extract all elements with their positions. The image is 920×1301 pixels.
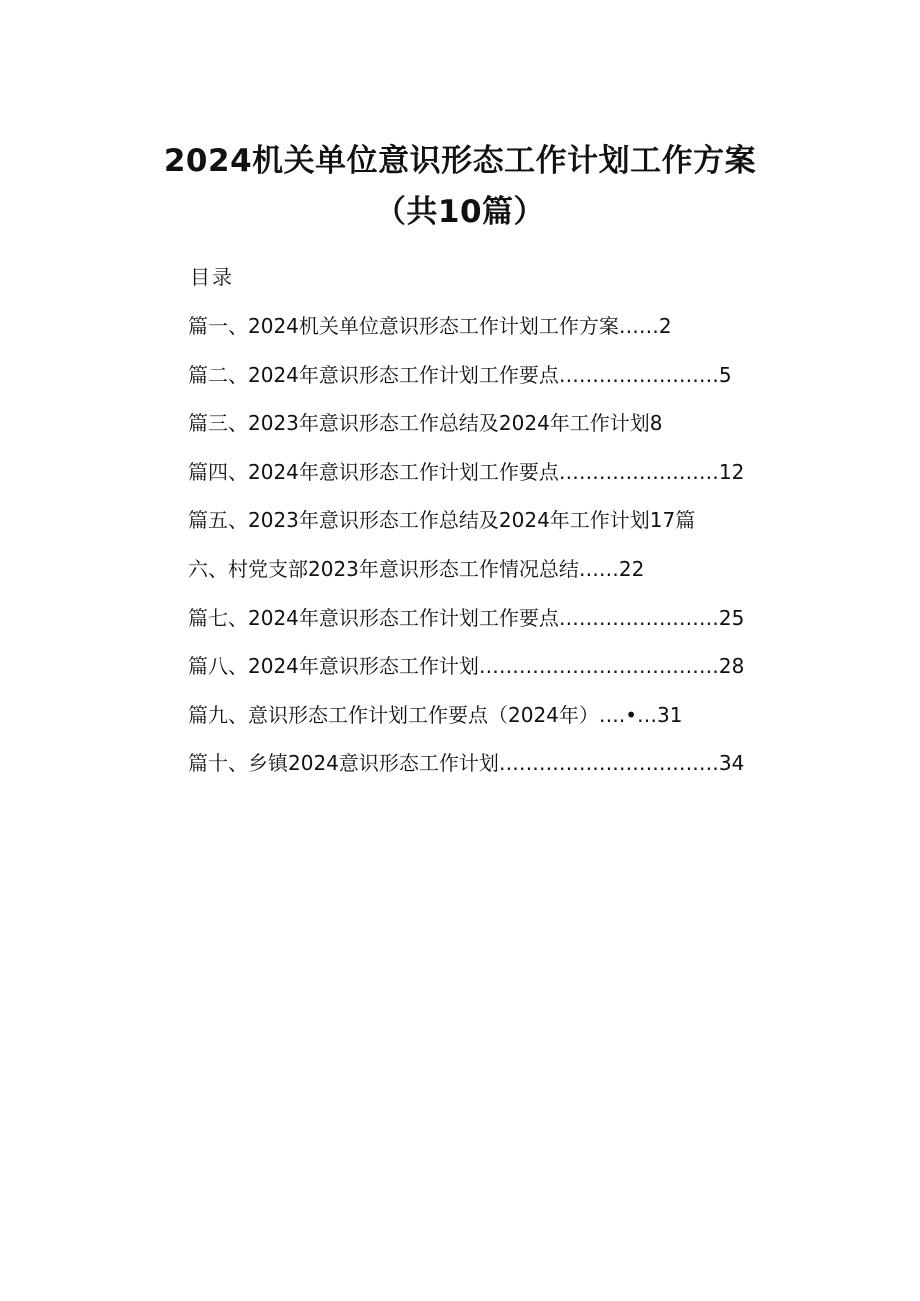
toc-entry-6[interactable]: 六、村党支部2023年意识形态工作情况总结……22 [188, 556, 645, 581]
toc-heading: 目录 [190, 265, 234, 289]
document-title: 2024机关单位意识形态工作计划工作方案 [163, 143, 757, 179]
toc-entry-4[interactable]: 篇四、2024年意识形态工作计划工作要点……………………12 [188, 459, 745, 484]
document-subtitle: （共10篇） [374, 194, 546, 230]
toc-entry-1[interactable]: 篇一、2024机关单位意识形态工作计划工作方案……2 [188, 314, 672, 338]
toc-entry-8[interactable]: 篇八、2024年意识形态工作计划………………………………28 [188, 654, 745, 679]
toc-entry-9[interactable]: 篇九、意识形态工作计划工作要点（2024年）….•…31 [188, 702, 683, 727]
toc-entry-2[interactable]: 篇二、2024年意识形态工作计划工作要点……………………5 [188, 362, 732, 387]
toc-entry-3[interactable]: 篇三、2023年意识形态工作总结及2024年工作计划8 [188, 411, 663, 436]
table-of-contents [188, 310, 788, 796]
toc-entry-7[interactable]: 篇七、2024年意识形态工作计划工作要点……………………25 [188, 605, 745, 630]
toc-entry-10[interactable]: 篇十、乡镇2024意识形态工作计划……………………………34 [188, 751, 745, 776]
toc-entry-5[interactable]: 篇五、2023年意识形态工作总结及2024年工作计划17篇 [188, 508, 696, 533]
